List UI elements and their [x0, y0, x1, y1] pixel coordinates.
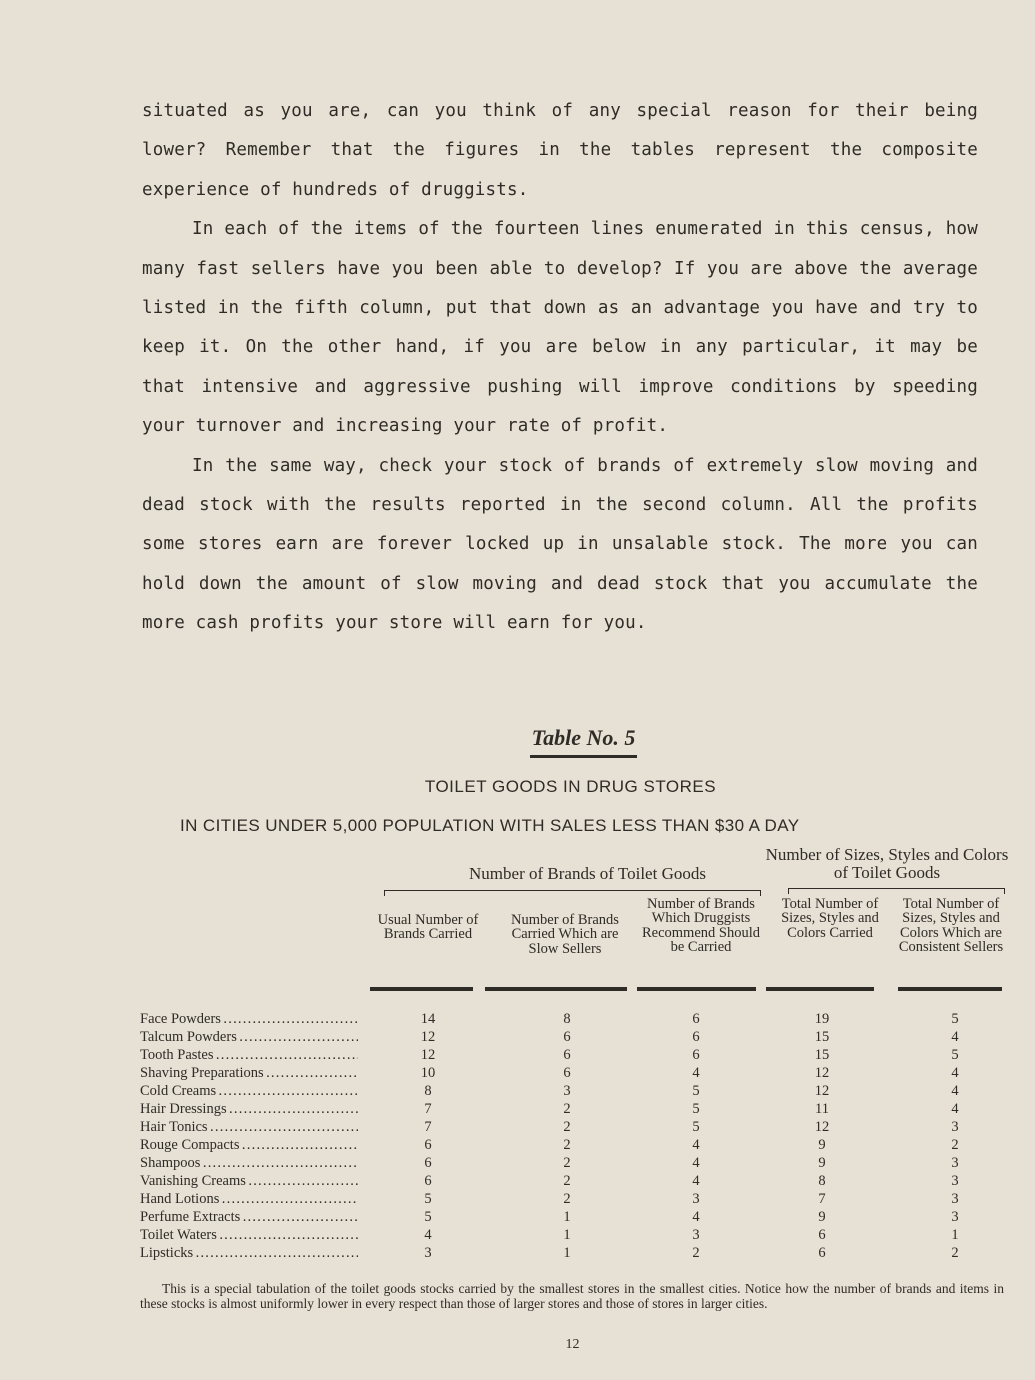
- row-label: Hand Lotions . . .: [140, 1191, 358, 1208]
- table-row: [0, 1065, 1035, 1083]
- row-label: Rouge Compacts . . .: [140, 1137, 358, 1154]
- row-value-col-3: 4: [692, 1155, 700, 1171]
- table-row: [0, 1101, 1035, 1119]
- group-header-brands: Number of Brands of Toilet Goods: [469, 864, 706, 883]
- row-value-col-2: 2: [563, 1137, 571, 1153]
- table-row: [0, 1137, 1035, 1155]
- row-value-col-3: 6: [692, 1029, 700, 1045]
- group-header-sizes: Number of Sizes, Styles and Colors of Toilet Goods: [765, 845, 1009, 882]
- row-value-col-3: 3: [692, 1227, 700, 1243]
- column-header-3: Number of Brands Which Druggists Recommend Should be Carried: [641, 896, 760, 955]
- row-value-col-2: 2: [563, 1119, 571, 1135]
- table-row: [0, 1029, 1035, 1047]
- row-value-col-3: 6: [692, 1011, 700, 1027]
- row-value-col-5: 4: [951, 1083, 959, 1099]
- row-value-col-1: 12: [420, 1047, 436, 1063]
- table-footnote: This is a special tabulation of the toilet goods stocks carried by the smallest stores in the smallest cities. Notice how the number of brands and items in these stocks is almost uniformly lower in every respect than those of larger stores and those of stores in larger cities.: [140, 1281, 1004, 1311]
- paragraph-3: In the same way, check your stock of brands of extremely slow moving and dead stock with the results reported in the second column. All the profits some stores earn are forever locked up in unsalable stock. The more you can hold down the amount of slow moving and dead stock that you accumulate the more cash profits your store will earn for you.: [142, 455, 978, 634]
- row-label: Vanishing Creams . . .: [140, 1173, 358, 1190]
- row-value-col-3: 4: [692, 1173, 700, 1189]
- row-value-col-1: 7: [424, 1101, 432, 1117]
- row-value-col-5: 5: [951, 1047, 959, 1063]
- row-value-col-5: 3: [951, 1155, 959, 1171]
- row-value-col-3: 4: [692, 1065, 700, 1081]
- table-row: [0, 1191, 1035, 1209]
- row-value-col-2: 6: [563, 1029, 571, 1045]
- row-value-col-1: 6: [424, 1137, 432, 1153]
- row-value-col-4: 12: [814, 1119, 830, 1135]
- row-label: Face Powders . . .: [140, 1011, 358, 1028]
- row-value-col-2: 8: [563, 1011, 571, 1027]
- column-rule-3: [637, 987, 756, 991]
- row-value-col-1: 6: [424, 1173, 432, 1189]
- row-value-col-5: 5: [951, 1011, 959, 1027]
- row-value-col-2: 3: [563, 1083, 571, 1099]
- row-value-col-3: 2: [692, 1245, 700, 1261]
- row-value-col-4: 9: [818, 1209, 826, 1225]
- body-text: [142, 92, 978, 644]
- row-value-col-2: 2: [563, 1101, 571, 1117]
- row-value-col-4: 8: [818, 1173, 826, 1189]
- row-value-col-3: 4: [692, 1209, 700, 1225]
- row-value-col-3: 4: [692, 1137, 700, 1153]
- table-row: [0, 1245, 1035, 1263]
- row-label: Perfume Extracts . . .: [140, 1209, 358, 1226]
- column-header-2: Number of Brands Carried Which are Slow Sellers: [511, 912, 619, 957]
- table-row: [0, 1209, 1035, 1227]
- table-title-wrap: [0, 725, 1035, 758]
- row-value-col-5: 4: [951, 1029, 959, 1045]
- row-label: Lipsticks . . .: [140, 1245, 358, 1262]
- row-value-col-1: 5: [424, 1209, 432, 1225]
- row-value-col-2: 6: [563, 1047, 571, 1063]
- paragraph-2: In each of the items of the fourteen lines enumerated in this census, how many fast sellers have you been able to develop? If you are above the average listed in the fifth column, put that down as an advantage you have and try to keep it. On the other hand, if you are below in any particular, it may be that intensive and aggressive pushing will improve conditions by speeding your turnover and increasing your rate of profit.: [142, 219, 978, 437]
- row-value-col-4: 15: [814, 1029, 830, 1045]
- row-value-col-4: 6: [818, 1245, 826, 1261]
- row-value-col-5: 1: [951, 1227, 959, 1243]
- table-row: [0, 1119, 1035, 1137]
- row-label: Tooth Pastes . . .: [140, 1047, 358, 1064]
- row-value-col-1: 10: [420, 1065, 436, 1081]
- row-value-col-5: 3: [951, 1119, 959, 1135]
- row-value-col-4: 7: [818, 1191, 826, 1207]
- paragraph-1: situated as you are, can you think of any special reason for their being lower? Remember that the figures in the tables represent the composite experience of hundreds of druggists.: [142, 101, 978, 200]
- page-number: 12: [565, 1337, 580, 1352]
- row-value-col-2: 1: [563, 1227, 571, 1243]
- row-value-col-5: 3: [951, 1209, 959, 1225]
- row-value-col-3: 5: [692, 1101, 700, 1117]
- table-row: [0, 1011, 1035, 1029]
- row-value-col-2: 1: [563, 1209, 571, 1225]
- row-value-col-4: 9: [818, 1155, 826, 1171]
- table-title: Table No. 5: [530, 725, 638, 758]
- column-rule-1: [370, 987, 473, 991]
- row-value-col-2: 2: [563, 1155, 571, 1171]
- column-rule-5: [898, 987, 1002, 991]
- row-value-col-4: 9: [818, 1137, 826, 1153]
- row-value-col-5: 2: [951, 1245, 959, 1261]
- column-header-1: Usual Number of Brands Carried: [377, 912, 479, 943]
- row-value-col-5: 2: [951, 1137, 959, 1153]
- row-value-col-5: 3: [951, 1191, 959, 1207]
- column-rule-2: [485, 987, 627, 991]
- row-label: Hair Tonics . . .: [140, 1119, 358, 1136]
- row-value-col-4: 15: [814, 1047, 830, 1063]
- row-value-col-3: 6: [692, 1047, 700, 1063]
- row-value-col-1: 3: [424, 1245, 432, 1261]
- row-label: Talcum Powders . . .: [140, 1029, 358, 1046]
- row-label: Cold Creams . . .: [140, 1083, 358, 1100]
- table-heading: TOILET GOODS IN DRUG STORES: [424, 777, 717, 796]
- table-row: [0, 1155, 1035, 1173]
- row-label: Shaving Preparations . . .: [140, 1065, 358, 1082]
- row-value-col-1: 4: [424, 1227, 432, 1243]
- column-rule-4: [766, 987, 874, 991]
- table-row: [0, 1227, 1035, 1245]
- row-value-col-4: 19: [814, 1011, 830, 1027]
- row-value-col-1: 5: [424, 1191, 432, 1207]
- row-value-col-2: 2: [563, 1191, 571, 1207]
- row-value-col-3: 5: [692, 1119, 700, 1135]
- row-value-col-5: 4: [951, 1101, 959, 1117]
- row-value-col-4: 12: [814, 1065, 830, 1081]
- row-value-col-1: 6: [424, 1155, 432, 1171]
- row-value-col-5: 3: [951, 1173, 959, 1189]
- row-label: Shampoos . . .: [140, 1155, 358, 1172]
- row-value-col-5: 4: [951, 1065, 959, 1081]
- column-header-4: Total Number of Sizes, Styles and Colors Carried: [781, 896, 879, 941]
- row-value-col-4: 6: [818, 1227, 826, 1243]
- table-row: [0, 1173, 1035, 1191]
- table-subheading: IN CITIES UNDER 5,000 POPULATION WITH SALES LESS THAN $30 A DAY: [180, 816, 800, 835]
- row-value-col-1: 14: [420, 1011, 436, 1027]
- row-value-col-1: 8: [424, 1083, 432, 1099]
- row-value-col-4: 11: [815, 1101, 829, 1117]
- row-value-col-1: 12: [420, 1029, 436, 1045]
- row-label: Hair Dressings . . .: [140, 1101, 358, 1118]
- row-value-col-3: 3: [692, 1191, 700, 1207]
- row-value-col-2: 1: [563, 1245, 571, 1261]
- row-label: Toilet Waters . . .: [140, 1227, 358, 1244]
- table-row: [0, 1047, 1035, 1065]
- row-value-col-1: 7: [424, 1119, 432, 1135]
- row-value-col-2: 6: [563, 1065, 571, 1081]
- table-row: [0, 1083, 1035, 1101]
- row-value-col-3: 5: [692, 1083, 700, 1099]
- row-value-col-2: 2: [563, 1173, 571, 1189]
- row-value-col-4: 12: [814, 1083, 830, 1099]
- column-header-5: Total Number of Sizes, Styles and Colors Which are Consistent Sellers: [898, 896, 1004, 955]
